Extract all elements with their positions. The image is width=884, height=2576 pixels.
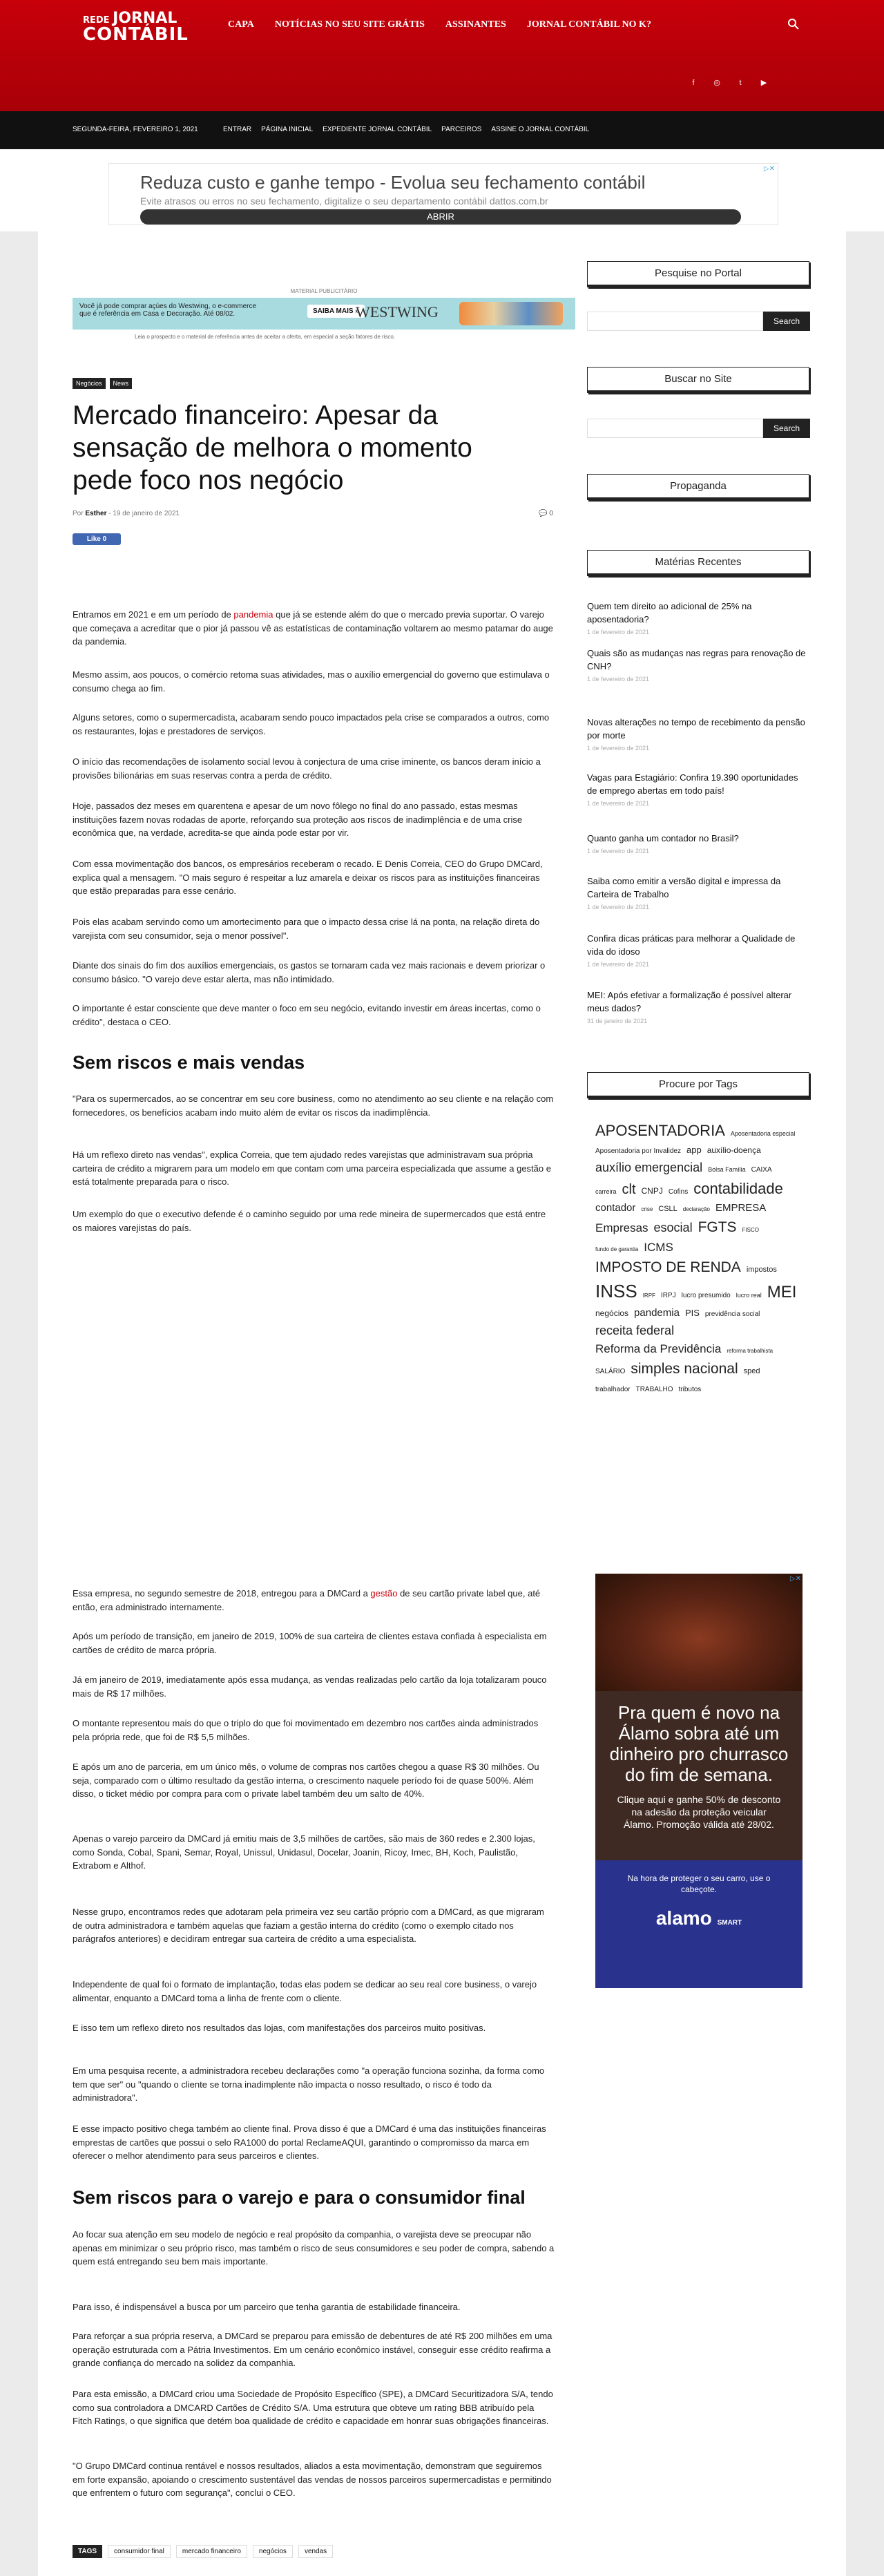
paragraph-27: Para esta emissão, a DMCard criou uma Sociedade de Propósito Específico (SPE), a DMCard Securitizadora S/A, tendo como sua controladora a DMCARD Cartões de Crédito S/A. Uma estrutura que obteve um rating BBB atribuído pela Fitch Ratings, o que significa que detém boa qualidade de crédito e capacidade em honrar suas obrigações financeiras. [73,2389,553,2426]
social-icons [686,76,771,90]
tag-cloud-item[interactable]: FISCO [742,1227,760,1233]
recent-post[interactable] [587,771,809,807]
westwing-ad-box[interactable] [73,298,575,330]
tag-cloud-item[interactable]: fundo de garantia [595,1246,639,1252]
article-tags [73,2545,333,2558]
recent-post[interactable] [587,932,809,968]
recent-post[interactable] [587,716,809,752]
tag-cloud-item[interactable]: SALÁRIO [595,1368,626,1375]
tag-cloud-item[interactable]: tributos [678,1385,702,1393]
recent-post-title[interactable]: Vagas para Estagiário: Confira 19.390 oportunidades de emprego abertas em todo país! [587,772,798,796]
westwing-ad-text: Você já pode comprar açúes do Westwing, o e-commerce que é referência em Casa e Decoração. Até 08/02. [79,303,257,318]
link-gestao[interactable]: gestão [370,1588,398,1599]
youtube-icon[interactable]: ▶ [760,79,767,87]
tag-cloud-item[interactable]: IRPJ [660,1292,676,1299]
tag-cloud-item[interactable]: Cofins [668,1188,689,1196]
alamo-logo: alamo SMART [655,1907,742,1929]
tag-mercado-financeiro[interactable]: mercado financeiro [176,2545,247,2558]
paragraph-1: Entramos em 2021 e em um período de pandemia que já se estende além do que o mercado previa suportar. O varejo que começava a acreditar que o pior já passou vê as estatísticas de contaminação voltarem ao mesmo patamar do auge da pandemia. [73,609,553,647]
tag-cloud-item[interactable]: contabilidade [693,1180,783,1197]
paragraph-9: O importante é estar consciente que deve manter o foco em seu negócio, evitando investir em áreas incertas, como o crédito", destaca o CEO. [73,1003,541,1027]
site-header [0,0,884,111]
site-logo[interactable] [83,10,193,53]
link-pandemia[interactable]: pandemia [233,609,273,620]
widget-title-pesquise: Pesquise no Portal [587,261,809,287]
article-date: 19 de janeiro de 2021 [113,510,180,517]
recent-post-date: 1 de fevereiro de 2021 [587,629,650,636]
top-ad-banner[interactable] [108,163,778,225]
paragraph-28: "O Grupo DMCard continua rentável e nossos resultados, aliados a esta movimentação, demonstram que seguiremos em forte expansão, apoiando o crescimento sustentável das vendas de nossos parceiros supermercadistas e permitindo que enfrentem o futuro com segurança", conclui o CEO. [73,2461,552,2498]
tag-cloud-item[interactable]: TRABALHO [635,1385,673,1393]
ad-open-button[interactable]: ABRIR [140,209,741,225]
tag-cloud-item[interactable]: EMPRESA [715,1202,767,1214]
paragraph-23: E esse impacto positivo chega também ao cliente final. Prova disso é que a DMCard é uma das instituições financeiras emprestas de cartões que possui o selo RA1000 do portal ReclameAQUI, garantindo o compromisso da marca em oferecer o melhor atendimento para seus parceiros e clientes. [73,2124,546,2161]
tag-cloud [595,1119,803,1397]
tags-label: TAGS [73,2545,102,2558]
author-link[interactable]: Esther [85,510,107,517]
sidebar-ad-alamo[interactable] [595,1574,803,1988]
portal-search-button[interactable]: Search [763,312,810,331]
tag-cloud-item[interactable]: negócios [595,1308,629,1318]
tag-cloud-item[interactable]: IRPF [642,1292,655,1299]
paragraph-2: Mesmo assim, aos poucos, o comércio retoma suas atividades, mas o auxílio emergencial do governo que estimulava o consumo chega ao fim. [73,669,550,694]
tag-cloud-item[interactable]: declaração [682,1206,710,1212]
logo-line1: REDE JORNAL [83,10,177,27]
paragraph-16: O montante representou mais do que o triplo do que foi movimentado em dezembro nos cartões ainda administrados pela própria rede, que foi de R$ 5,5 milhões. [73,1718,539,1742]
section-heading-2: Sem riscos para o varejo e para o consumidor final [73,2187,526,2208]
tag-vendas[interactable]: vendas [298,2545,333,2558]
widget-title-propaganda: Propaganda [587,474,809,500]
widget-title-tags: Procure por Tags [587,1072,809,1098]
ad-headline[interactable]: Reduza custo e ganhe tempo - Evolua seu fechamento contábil [140,172,646,193]
inarticle-ad[interactable] [73,288,575,364]
recent-post[interactable] [587,647,809,683]
nav-jornal-contabil-k[interactable]: JORNAL CONTÁBIL NO K? [526,19,651,30]
ad-choices-icon[interactable]: ▷✕ [789,1575,801,1583]
nav-capa[interactable]: CAPA [228,19,254,30]
recent-post-title[interactable]: Confira dicas práticas para melhorar a Qualidade de vida do idoso [587,933,796,957]
tag-cloud-item[interactable]: PIS [684,1308,700,1318]
logo-line2: CONTÁBIL [83,24,189,45]
recent-post-date: 1 de fevereiro de 2021 [587,848,650,855]
tag-cloud-item[interactable]: esocial [653,1221,693,1234]
category-tag-news[interactable]: News [110,378,133,389]
paragraph-13: Essa empresa, no segundo semestre de 2018, entregou para a DMCard a gestão de seu cartão private label que, até então, era administrado internamente. [73,1588,541,1612]
tag-cloud-item[interactable]: pandemia [634,1307,680,1319]
tag-cloud-item[interactable]: APOSENTADORIA [595,1122,725,1139]
recent-post-date: 1 de fevereiro de 2021 [587,800,650,807]
tag-cloud-item[interactable]: contador [595,1202,636,1214]
tag-cloud-item[interactable]: reforma trabalhista [727,1348,774,1354]
recent-post-date: 1 de fevereiro de 2021 [587,676,650,683]
paragraph-7: Pois elas acabam servindo como um amortecimento para que o impacto dessa crise lá na ponta, na relação direta do varejista com seu consumidor, seja o menor possível". [73,917,540,941]
tag-cloud-item[interactable]: Empresas [595,1221,648,1234]
meta-separator: - [108,510,113,517]
top-links [223,126,589,133]
recent-post-title[interactable]: Quem tem direito ao adicional de 25% na aposentadoria? [587,601,752,624]
current-date: SEGUNDA-FEIRA, FEVEREIRO 1, 2021 [73,126,198,133]
recent-post-title[interactable]: Saiba como emitir a versão digital e impressa da Carteira de Trabalho [587,876,781,899]
ad-choices-icon[interactable]: ▷✕ [763,165,775,173]
ad-promo-block [595,1691,803,1860]
recent-post-title[interactable]: MEI: Após efetivar a formalização é possível alterar meus dados? [587,990,792,1013]
paragraph-18: Apenas o varejo parceiro da DMCard já emitiu mais de 3,5 milhões de cartões, são mais de 360 redes e 2.300 lojas, como Sonda, Cobal, Spani, Semar, Royal, Unissul, Unidasul, Docelar, Joanin, Ricoy, Imec, BH, Koch, Paulistão, Extrabom e Althof. [73,1833,535,1871]
comments-count-value: 0 [549,510,553,517]
main-nav [228,19,651,30]
tag-cloud-item[interactable]: receita federal [595,1324,675,1337]
paragraph-11: Há um reflexo direto nas vendas", explica Correia, que tem ajudado redes varejistas que administravam sua própria carteira de crédito a migrarem para um modelo em que contam com uma parceira especializada que assume a gestão e está totalmente preparada para o risco. [73,1149,551,1187]
chairs-image [459,302,563,325]
tag-cloud-item[interactable]: Aposentadoria por Invalidez [595,1147,681,1155]
top-link-entrar[interactable]: ENTRAR [223,126,252,133]
paragraph-8: Diante dos sinais do fim dos auxílios emergenciais, os gastos se tornaram cada vez mais racionais e devem priorizar o consumo básico. "O varejo deve estar alerta, mas não intimidado. [73,960,546,984]
top-bar [0,111,884,149]
paragraph-24: Ao focar sua atenção em seu modelo de negócio e real propósito da companhia, o varejista deve se preocupar não apenas em minimizar o seu próprio risco, mas também o risco de seus consumidores e seu poder de compra, sabendo a quem está entregando seu bem mais importante. [73,2229,555,2267]
tag-cloud-item[interactable]: auxílio emergencial [595,1161,703,1174]
paragraph-12: Um exemplo do que o executivo defende é o caminho seguido por uma rede mineira de supermercados que está entre os maiores varejistas do país. [73,1209,546,1233]
recent-post-date: 1 de fevereiro de 2021 [587,961,650,968]
author-prefix: Por [73,510,84,517]
top-link-parceiros[interactable]: PARCEIROS [441,126,482,133]
instagram-icon[interactable]: ◎ [713,79,720,87]
tag-cloud-item[interactable]: simples nacional [631,1361,738,1377]
article-meta [73,510,180,517]
paragraph-22: Em uma pesquisa recente, a administradora recebeu declarações como "a operação funciona sozinha, da forma como tem que ser" ou "quando o cliente se torna inadimplente não impacta o nosso resultado, o risco é todo da administradora". [73,2065,545,2103]
tag-cloud-item[interactable]: crise [641,1206,653,1212]
tag-cloud-item[interactable]: IMPOSTO DE RENDA [595,1259,741,1275]
article-title: Mercado financeiro: Apesar da sensação de melhora o momento pede foco nos negócio [73,401,472,495]
tag-cloud-item[interactable]: lucro real [736,1292,762,1299]
tag-cloud-item[interactable]: INSS [595,1281,637,1301]
facebook-icon[interactable]: f [692,79,695,87]
tag-negocios[interactable]: negócios [253,2545,293,2558]
paragraph-17: E após um ano de parceria, em um único mês, o volume de compras nos cartões chegou a quase R$ 30 milhões. Ou seja, comparado com o último resultado da gestão interna, o crescimento naquele período foi de quase 500%. Além disso, o ticket médio por compra para com o private label também deu um salto de 40%. [73,1762,539,1799]
facebook-like-button[interactable]: Like 0 [73,533,121,545]
ad-disclaimer: Leia o prospecto e o material de referência antes de aceitar a oferta, em especial a seção fatores de risco. [135,334,396,340]
recent-post-title[interactable]: Quais são as mudanças nas regras para renovação de CNH? [587,648,806,671]
ad-label: MATERIAL PUBLICITÁRIO [290,288,358,294]
widget-title-buscar: Buscar no Site [587,367,809,393]
recent-post[interactable] [587,832,809,855]
tag-cloud-item[interactable]: impostos [746,1265,777,1274]
tag-cloud-item[interactable]: previdência social [704,1310,760,1318]
comment-icon: 💬 [539,510,548,517]
site-search-input[interactable] [587,419,763,438]
paragraph-21: E isso tem um reflexo direto nos resultados das lojas, com manifestações dos parceiros muito positivas. [73,2023,486,2033]
recent-post[interactable] [587,875,809,910]
recent-post-date: 1 de fevereiro de 2021 [587,745,650,752]
top-link-assine[interactable]: ASSINE O JORNAL CONTÁBIL [491,126,590,133]
ad-promo-text: Clique aqui e ganhe 50% de desconto na adesão da proteção veicular Álamo. Promoção válida até 28/02. [617,1794,781,1830]
content-area [38,231,846,2576]
tag-cloud-item[interactable]: MEI [767,1283,797,1301]
tag-cloud-item[interactable]: CSLL [658,1205,678,1213]
tag-cloud-item[interactable]: CAIXA [751,1166,772,1174]
twitter-icon[interactable]: t [739,79,742,87]
paragraph-4: O início das recomendações de isolamento social levou à conjectura de uma crise iminente, os bancos deram início a provisões bilionárias em suas reservas contra a perda de crédito. [73,756,541,781]
tag-cloud-item[interactable]: Reforma da Previdência [595,1342,722,1355]
nav-noticias[interactable]: NOTÍCIAS NO SEU SITE GRÁTIS [274,19,425,30]
widget-title-recentes: Matérias Recentes [587,550,809,576]
tag-cloud-item[interactable]: lucro presumido [681,1292,731,1299]
tag-cloud-item[interactable]: trabalhador [595,1385,631,1393]
portal-search-input[interactable] [587,312,763,331]
ad-tagline: Na hora de proteger o seu carro, use o cabeçote. [627,1873,771,1894]
tag-cloud-item[interactable]: Bolsa Família [708,1166,746,1173]
recent-post-date: 1 de fevereiro de 2021 [587,904,650,910]
article-category-tags [73,378,132,389]
search-icon[interactable] [787,18,803,33]
top-link-expediente[interactable]: EXPEDIENTE JORNAL CONTÁBIL [323,126,432,133]
tag-cloud-item[interactable]: sped [743,1367,760,1375]
paragraph-25: Para isso, é indispensável a busca por um parceiro que tenha garantia de estabilidade financeira. [73,2302,461,2312]
tag-cloud-item[interactable]: carreira [595,1188,617,1195]
paragraph-20: Independente de qual foi o formato de implantação, todas elas podem se dedicar ao seu real core business, o varejo alimentar, enquanto a DMCard toma a linha de frente com o cliente. [73,1979,537,2003]
paragraph-10: "Para os supermercados, ao se concentrar em seu core business, como no atendimento ao seu cliente e na relação com fornecedores, os benefícios acabam indo muito além de evitar os riscos da inadimplência. [73,1094,554,1118]
paragraph-5: Hoje, passados dez meses em quarentena e apesar de um novo fôlego no final do ano passado, estas mesmas instituições fazem novas rodadas de aporte, reforçando sua proteção aos riscos de inadimplência e de uma crise econômica que, na verdade, acredita-se que ainda pode estar por vir. [73,801,523,838]
tag-cloud-item[interactable]: CNPJ [641,1186,663,1196]
recent-post-date: 31 de janeiro de 2021 [587,1018,648,1024]
paragraph-3: Alguns setores, como o supermercadista, acabaram sendo pouco impactados pela crise se comparados a outros, como os restaurantes, lojas e prestadores de serviços. [73,712,550,736]
tag-cloud-item[interactable]: FGTS [698,1219,737,1235]
tag-consumidor-final[interactable]: consumidor final [108,2545,171,2558]
recent-post-title[interactable]: Quanto ganha um contador no Brasil? [587,833,739,843]
paragraph-15: Já em janeiro de 2019, imediatamente após essa mudança, as vendas realizadas pelo cartão da loja totalizaram pouco mais de R$ 17 milhões. [73,1675,547,1699]
recent-post[interactable] [587,600,809,636]
comments-count[interactable] [539,510,553,517]
tag-cloud-item[interactable]: clt [622,1182,636,1197]
tag-cloud-item[interactable]: ICMS [644,1240,673,1254]
steak-image [595,1574,803,1691]
paragraph-6: Com essa movimentação dos bancos, os empresários receberam o recado. E Denis Correia, CEO do Grupo DMCard, explica qual a mensagem. "O mais seguro é respeitar a luz amarela e deixar os riscos para as instituições financeiras que estão preparadas para esse cenário. [73,859,543,896]
ad-promo-headline: Pra quem é novo na Álamo sobra até um dinheiro pro churrasco do fim de semana. [609,1702,789,1785]
westwing-ad-button[interactable]: SAIBA MAIS » [307,305,365,318]
section-heading-1: Sem riscos e mais vendas [73,1052,305,1073]
tag-cloud-item[interactable]: app [686,1145,702,1155]
category-tag-negocios[interactable]: Negócios [73,378,106,389]
tag-cloud-item[interactable]: auxílio-doença [707,1145,761,1155]
westwing-logo: WESTWING [356,303,439,321]
recent-post[interactable] [587,989,809,1024]
paragraph-14: Após um período de transição, em janeiro de 2019, 100% de sua carteira de clientes estava confiada à especialista em cartões de crédito de marca própria. [73,1631,547,1655]
site-search-button[interactable]: Search [763,419,810,438]
paragraph-19: Nesse grupo, encontramos redes que adotaram pela primeira vez seu cartão próprio com a DMCard, as que migraram de outra administradora e também aquelas que faziam a gestão interna do crédito (como o exemplo citado nos parágrafos anteriores) e decidiram entregar sua carteira de crédito a uma especialista. [73,1907,544,1944]
tag-cloud-item[interactable]: Aposentadoria especial [730,1130,796,1137]
top-link-inicial[interactable]: PÁGINA INICIAL [261,126,314,133]
ad-subtext: Evite atrasos ou erros no seu fechamento, digitalize o seu departamento contábil dattos.com.br [140,195,548,207]
ad-brand-block [595,1860,803,1988]
recent-post-title[interactable]: Novas alterações no tempo de recebimento da pensão por morte [587,717,805,741]
paragraph-26: Para reforçar a sua própria reserva, a DMCard se preparou para emissão de debentures de até R$ 200 milhões em uma operação estruturada com a Pátria Investimentos. Em um cenário econômico instável, conseguir esse crédito reafirma a grande confiança do mercado na solidez da companhia. [73,2331,552,2368]
nav-assinantes[interactable]: ASSINANTES [445,19,506,30]
